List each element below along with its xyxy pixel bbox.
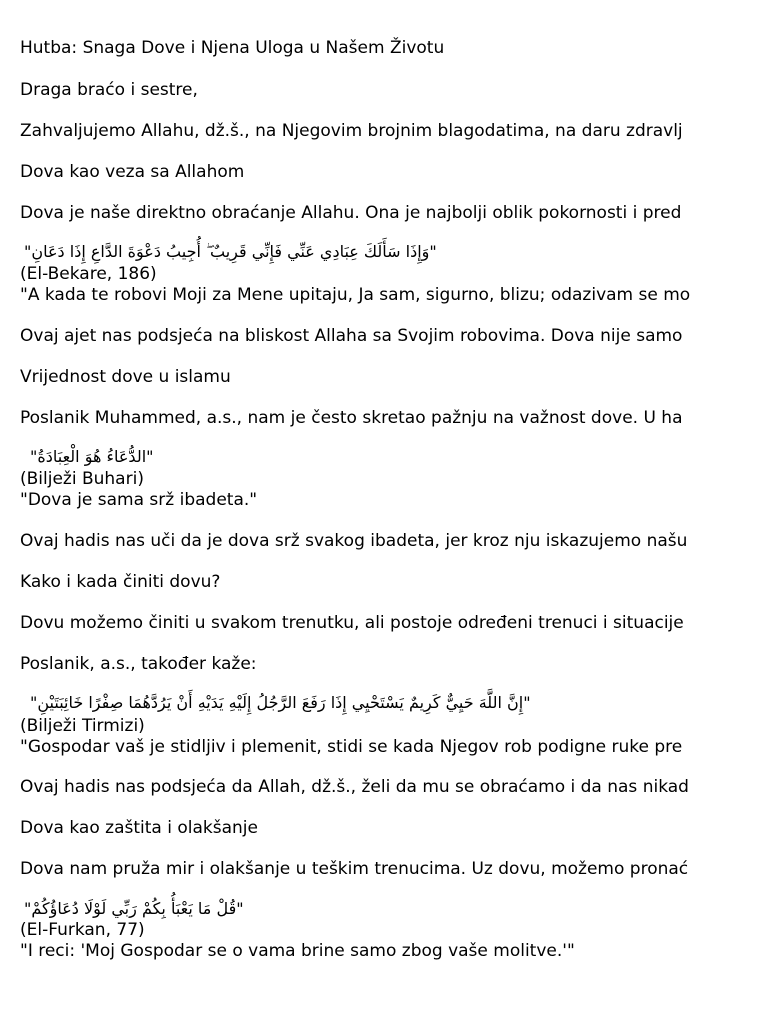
translation-furkan: "I reci: 'Moj Gospodar se o vama brine samo zbog vaše molitve.'" <box>20 941 575 961</box>
document-title: Hutba: Snaga Dove i Njena Uloga u Našem Životu <box>20 38 445 58</box>
commentary-bekare: Ovaj ajet nas podsjeća na bliskost Allaha sa Svojim robovima. Dova nije samo <box>20 326 683 346</box>
section-heading-value: Vrijednost dove u islamu <box>20 367 231 387</box>
source-tirmizi: (Bilježi Tirmizi) <box>20 716 145 736</box>
commentary-buhari: Ovaj hadis nas uči da je dova srž svakog ibadeta, jer kroz nju iskazujemo našu <box>20 531 688 551</box>
section-heading-connection: Dova kao veza sa Allahom <box>20 162 245 182</box>
arabic-quote-tirmizi: "إِنَّ اللَّهَ حَيِيٌّ كَرِيمٌ يَسْتَحْيِي إِذَا رَفَعَ الرَّجُلُ إِلَيْهِ يَدَيْهِ أَنْ يَرُدَّهُمَا صِفْرًا خَائِبَتَيْنِ" <box>30 693 531 712</box>
arabic-quote-buhari: "الدُّعَاءُ هُوَ الْعِبَادَةُ" <box>30 447 154 466</box>
arabic-quote-bekare: "وَإِذَا سَأَلَكَ عِبَادِي عَنِّي فَإِنِّي قَرِيبٌ ۖ أُجِيبُ دَعْوَةَ الدَّاعِ إِذَا دَعَانِ" <box>24 242 437 261</box>
translation-buhari: "Dova je sama srž ibadeta." <box>20 490 258 510</box>
section-paragraph-protection: Dova nam pruža mir i olakšanje u teškim trenucima. Uz dovu, možemo pronać <box>20 859 689 879</box>
section-paragraph-value: Poslanik Muhammed, a.s., nam je često skretao pažnju na važnost dove. U ha <box>20 408 683 428</box>
section-heading-protection: Dova kao zaštita i olakšanje <box>20 818 258 838</box>
greeting: Draga braćo i sestre, <box>20 80 198 100</box>
section-intro-prophet: Poslanik, a.s., također kaže: <box>20 654 257 674</box>
translation-bekare: "A kada te robovi Moji za Mene upitaju, Ja sam, sigurno, blizu; odazivam se mo <box>20 285 691 305</box>
source-bekare: (El-Bekare, 186) <box>20 264 157 284</box>
source-buhari: (Bilježi Buhari) <box>20 469 144 489</box>
translation-tirmizi: "Gospodar vaš je stidljiv i plemenit, stidi se kada Njegov rob podigne ruke pre <box>20 737 683 757</box>
arabic-quote-furkan: "قُلْ مَا يَعْبَأُ بِكُمْ رَبِّي لَوْلَا دُعَاؤُكُمْ" <box>24 899 244 918</box>
commentary-tirmizi: Ovaj hadis nas podsjeća da Allah, dž.š., želi da mu se obraćamo i da nas nikad <box>20 777 689 797</box>
section-paragraph-how: Dovu možemo činiti u svakom trenutku, ali postoje određeni trenuci i situacije <box>20 613 684 633</box>
section-heading-how: Kako i kada činiti dovu? <box>20 572 221 592</box>
source-furkan: (El-Furkan, 77) <box>20 920 145 940</box>
section-paragraph-connection: Dova je naše direktno obraćanje Allahu. Ona je najbolji oblik pokornosti i pred <box>20 203 682 223</box>
intro-paragraph: Zahvaljujemo Allahu, dž.š., na Njegovim brojnim blagodatima, na daru zdravlj <box>20 121 683 141</box>
